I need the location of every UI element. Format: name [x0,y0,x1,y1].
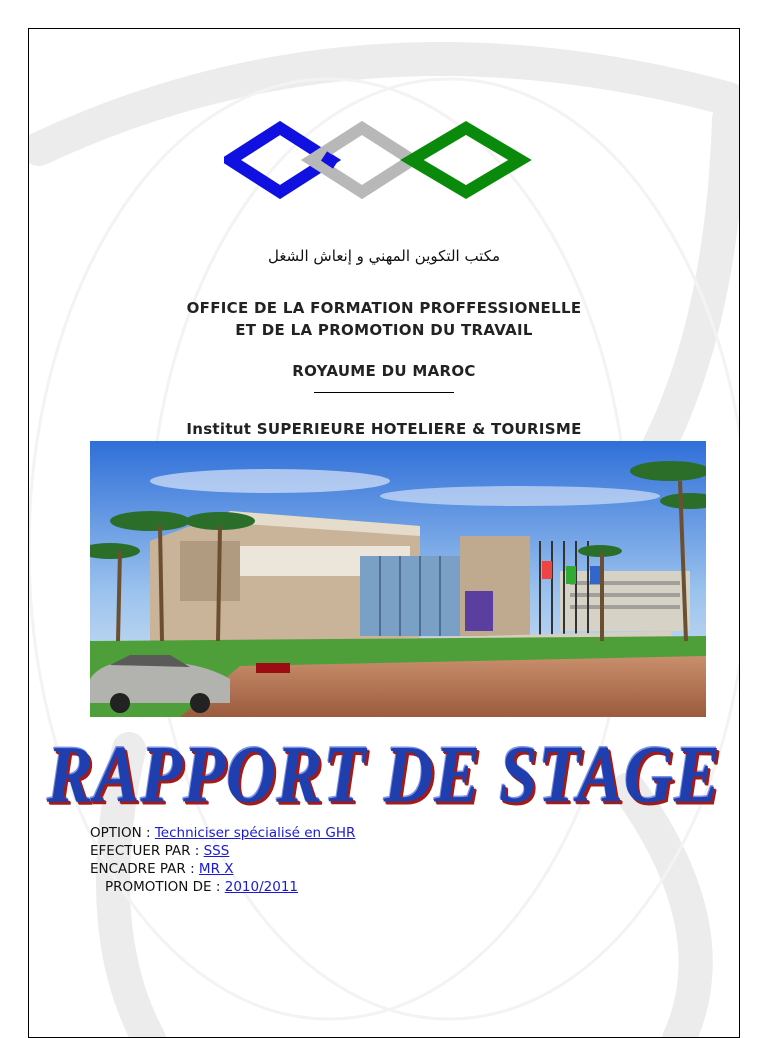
arabic-office-name: مكتب التكوين المهني و إنعاش الشغل [267,247,501,265]
country-underline [314,392,454,393]
effectuer-label: EFECTUER PAR : [90,843,204,859]
promotion-label: PROMOTION DE : [105,879,225,895]
office-name-line-2: ET DE LA PROMOTION DU TRAVAIL [235,321,533,339]
hotel-building-photo [90,441,706,717]
encadre-label: ENCADRE PAR : [90,861,199,877]
effectuer-value-link[interactable]: SSS [203,843,230,859]
office-name-line-1: OFFICE DE LA FORMATION PROFFESSIONELLE [186,299,582,317]
institute-name: Institut SUPERIEURE HOTELIERE & TOURISME [186,420,582,438]
option-value-link[interactable]: Techniciser spécialisé en GHR [154,825,356,841]
encadre-line [90,861,234,877]
report-title: RAPPORT DE STAGE [47,727,721,820]
option-label: OPTION : [90,825,155,841]
effectuer-line [90,843,229,859]
hotel-illustration-icon [90,441,706,717]
promotion-line [105,879,298,895]
country-name: ROYAUME DU MAROC [292,362,476,380]
encadre-value-link[interactable]: MR X [198,861,234,877]
interlinked-rhombus-logo-icon [224,118,548,202]
promotion-value-link[interactable]: 2010/2011 [224,879,298,895]
option-line [90,825,355,841]
